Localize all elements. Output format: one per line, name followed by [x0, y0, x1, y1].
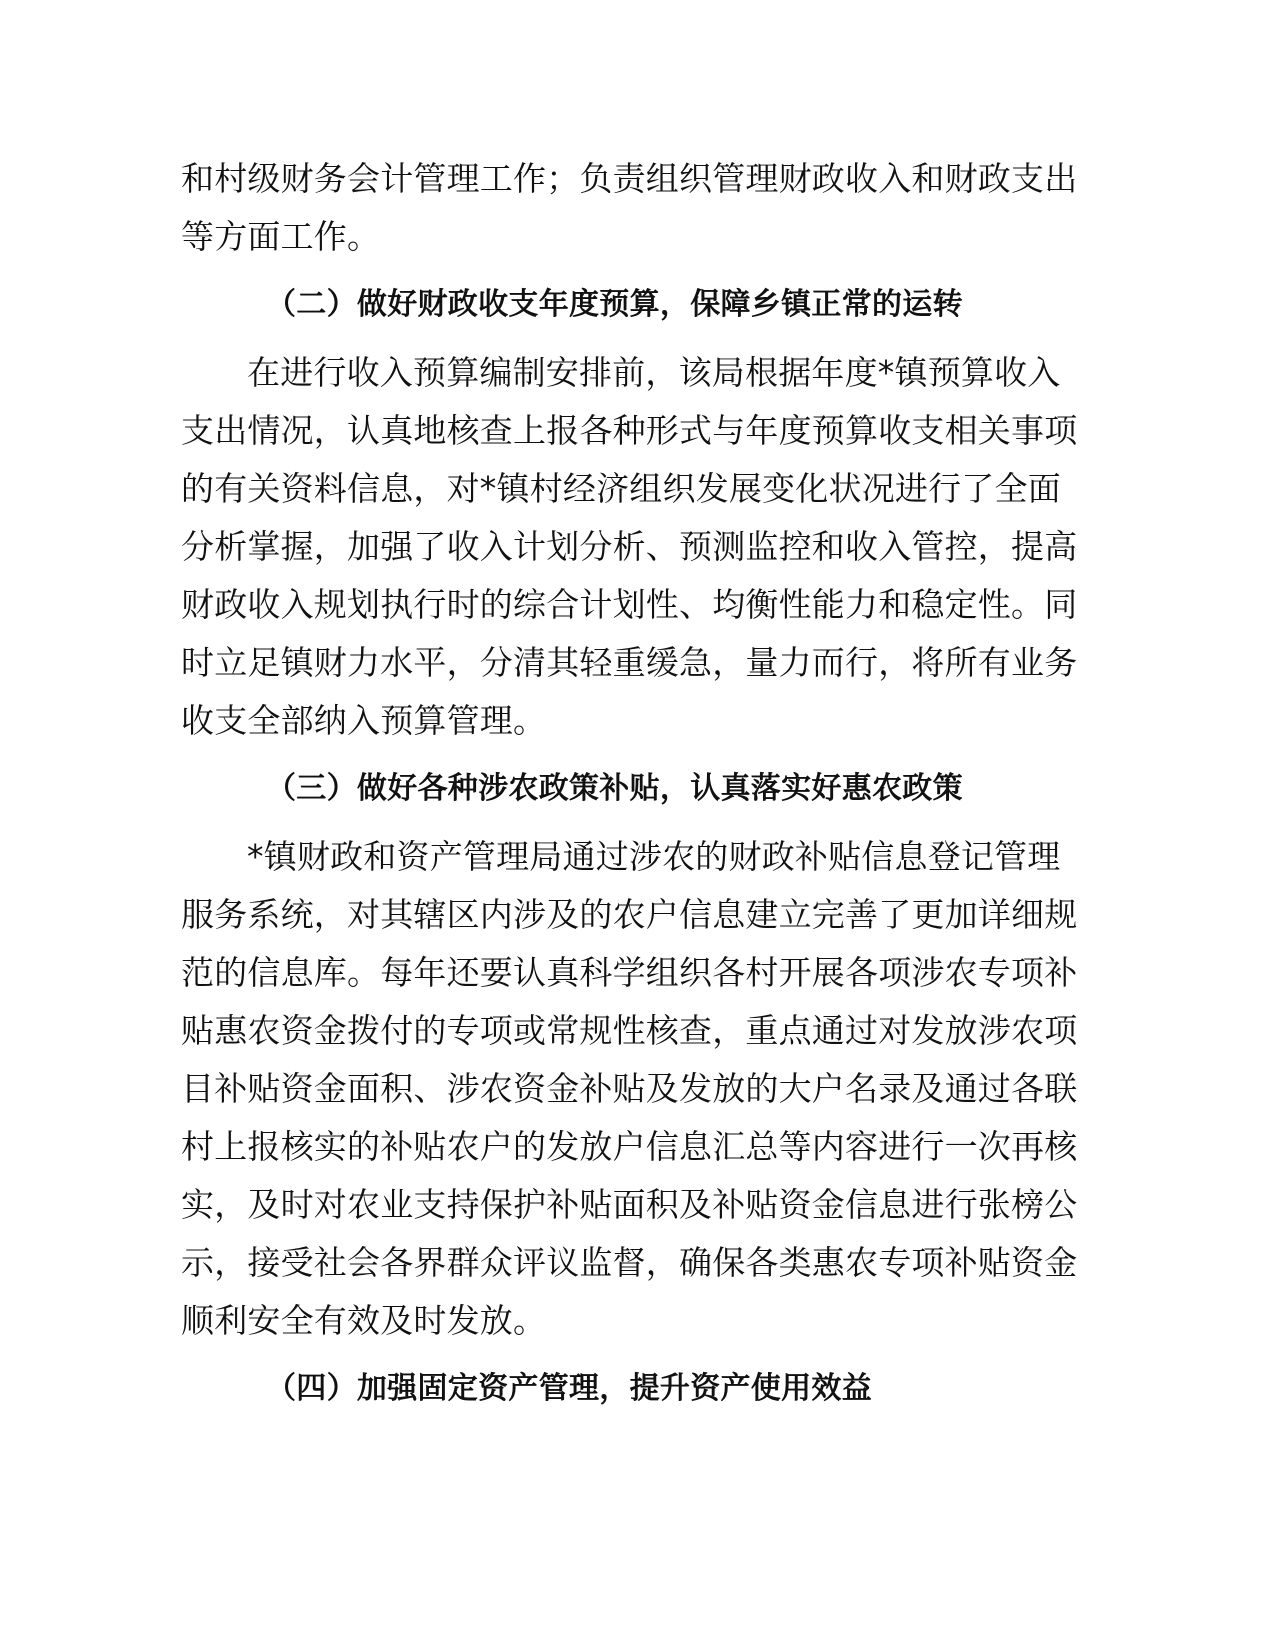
text-line: 和村级财务会计管理工作；负责组织管理财政收入和财政支出: [181, 159, 1078, 198]
text-line: 顺利安全有效及时发放。: [181, 1301, 547, 1340]
text-line: 分析掌握，加强了收入计划分析、预测监控和收入管控，提高: [181, 527, 1078, 566]
text-line: 目补贴资金面积、涉农资金补贴及发放的大户名录及通过各联: [181, 1069, 1078, 1108]
text-line: 村上报核实的补贴农户的发放户信息汇总等内容进行一次再核: [181, 1127, 1078, 1166]
paragraph-2: [181, 344, 1087, 750]
text-line: 等方面工作。: [181, 217, 381, 256]
text-line: 财政收入规划执行时的综合计划性、均衡性能力和稳定性。同: [181, 585, 1078, 624]
section-heading-3: （三）做好各种涉农政策补贴，认真落实好惠农政策: [266, 771, 963, 806]
text-line: *镇财政和资产管理局通过涉农的财政补贴信息登记管理: [247, 837, 1061, 876]
text-line: 收支全部纳入预算管理。: [181, 701, 547, 740]
text-line: 实，及时对农业支持保护补贴面积及补贴资金信息进行张榜公: [181, 1185, 1078, 1224]
paragraph-1: [181, 150, 1087, 266]
section-heading-4: （四）加强固定资产管理，提升资产使用效益: [266, 1371, 872, 1406]
paragraph-3: [181, 828, 1087, 1350]
text-line: 贴惠农资金拨付的专项或常规性核查，重点通过对发放涉农项: [181, 1011, 1078, 1050]
text-line: 范的信息库。每年还要认真科学组织各村开展各项涉农专项补: [181, 953, 1078, 992]
text-line: 的有关资料信息，对*镇村经济组织发展变化状况进行了全面: [181, 469, 1061, 508]
text-line: 在进行收入预算编制安排前，该局根据年度*镇预算收入: [247, 353, 1061, 392]
document-body: [181, 150, 1087, 1428]
text-line: 示，接受社会各界群众评议监督，确保各类惠农专项补贴资金: [181, 1243, 1078, 1282]
section-heading-2: （二）做好财政收支年度预算，保障乡镇正常的运转: [266, 287, 963, 322]
text-line: 支出情况，认真地核查上报各种形式与年度预算收支相关事项: [181, 411, 1078, 450]
text-line: 服务系统，对其辖区内涉及的农户信息建立完善了更加详细规: [181, 895, 1078, 934]
text-line: 时立足镇财力水平，分清其轻重缓急，量力而行，将所有业务: [181, 643, 1078, 682]
